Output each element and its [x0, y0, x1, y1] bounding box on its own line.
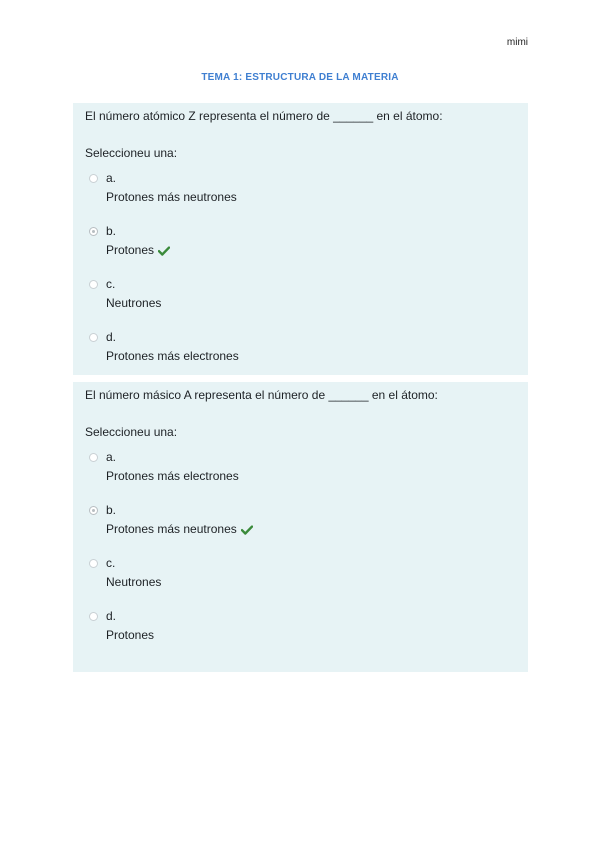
- option-a[interactable]: [85, 169, 516, 222]
- option-c[interactable]: [85, 554, 516, 607]
- radio-icon-selected[interactable]: [89, 506, 98, 515]
- option-letter: d.: [106, 609, 117, 623]
- option-text: Protones más electrones: [106, 469, 239, 483]
- question-prompt: Seleccioneu una:: [85, 425, 178, 439]
- option-text: Neutrones: [106, 296, 162, 310]
- option-a[interactable]: [85, 448, 516, 501]
- option-text: Protones: [106, 243, 155, 257]
- question-block-1: [73, 103, 528, 375]
- option-b[interactable]: [85, 501, 516, 554]
- option-letter: b.: [106, 503, 117, 517]
- option-b[interactable]: [85, 222, 516, 275]
- option-letter: d.: [106, 330, 117, 344]
- question-prompt: Seleccioneu una:: [85, 146, 178, 160]
- option-text: Protones más neutrones: [106, 190, 237, 204]
- question-text: El número másico A representa el número de ______ en el átomo:: [85, 388, 438, 402]
- check-icon: [241, 525, 253, 535]
- radio-icon[interactable]: [89, 559, 98, 568]
- radio-icon[interactable]: [89, 453, 98, 462]
- radio-icon[interactable]: [89, 612, 98, 621]
- author-name: mimi: [506, 37, 528, 48]
- radio-icon-selected[interactable]: [89, 227, 98, 236]
- page-title: TEMA 1: ESTRUCTURA DE LA MATERIA: [201, 72, 399, 83]
- option-d[interactable]: [85, 328, 516, 381]
- radio-icon[interactable]: [89, 280, 98, 289]
- option-letter: c.: [106, 277, 116, 291]
- option-letter: c.: [106, 556, 116, 570]
- option-letter: b.: [106, 224, 117, 238]
- option-text: Protones más electrones: [106, 349, 239, 363]
- radio-icon[interactable]: [89, 333, 98, 342]
- question-block-2: [73, 382, 528, 672]
- question-text: El número atómico Z representa el número de ______ en el átomo:: [85, 109, 443, 123]
- option-text: Protones más neutrones: [106, 522, 237, 536]
- option-text: Protones: [106, 628, 155, 642]
- radio-icon[interactable]: [89, 174, 98, 183]
- option-letter: a.: [106, 450, 117, 464]
- option-text: Neutrones: [106, 575, 162, 589]
- option-letter: a.: [106, 171, 117, 185]
- option-c[interactable]: [85, 275, 516, 328]
- option-d[interactable]: [85, 607, 516, 660]
- check-icon: [158, 246, 170, 256]
